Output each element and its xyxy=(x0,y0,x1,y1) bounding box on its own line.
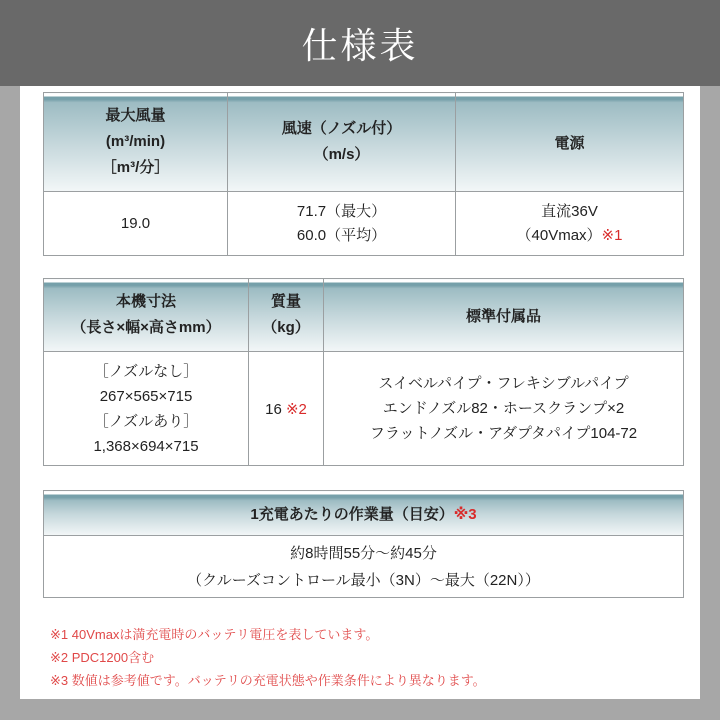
footnotes xyxy=(50,623,670,692)
spec-table-runtime xyxy=(43,490,684,598)
max-airflow-value-cell: 19.0 xyxy=(44,192,228,256)
runtime-header-cell: 1充電あたりの作業量（目安）※3 xyxy=(44,491,684,536)
spec-table-dimensions xyxy=(43,278,684,466)
spec-table-airflow xyxy=(43,92,684,256)
weight-value-cell: 16 ※2 xyxy=(249,352,324,466)
footnote-3: ※3 数値は参考値です。バッテリの充電状態や作業条件により異なります。 xyxy=(50,673,486,688)
ref-mark-1: ※1 xyxy=(601,226,623,244)
wind-speed-header-cell: 風速（ノズル付） （m/s） xyxy=(228,93,456,192)
spec-panel xyxy=(20,86,700,699)
airflow-header-row xyxy=(44,93,684,192)
ref-mark-2: ※2 xyxy=(285,400,307,418)
standard-accessories-header-cell: 標準付属品 xyxy=(324,279,684,352)
body-dimensions-header-cell: 本機寸法 （長さ×幅×高さmm） xyxy=(44,279,249,352)
standard-accessories-value-cell: スイベルパイプ・フレキシブルパイプ エンドノズル82・ホースクランプ×2 フラットノズル・アダプタパイプ104-72 xyxy=(324,352,684,466)
runtime-data-row xyxy=(44,536,684,598)
runtime-header-row xyxy=(44,491,684,536)
dimensions-header-row xyxy=(44,279,684,352)
page-title: 仕様表 xyxy=(301,24,419,66)
dimensions-data-row xyxy=(44,352,684,466)
runtime-value-cell: 約8時間55分～約45分 （クルーズコントロール最小（3N）～最大（22N）） xyxy=(44,536,684,598)
wind-speed-value-cell: 71.7（最大） 60.0（平均） xyxy=(228,192,456,256)
footnote-1: ※1 40Vmaxは満充電時のバッテリ電圧を表しています。 xyxy=(50,627,379,642)
max-airflow-header-cell: 最大風量 (m³/min) ［m³/分］ xyxy=(44,93,228,192)
title-band xyxy=(0,0,720,86)
power-source-value-cell: 直流36V （40Vmax）※1 xyxy=(456,192,684,256)
body-dimensions-value-cell: ［ノズルなし］ 267×565×715 ［ノズルあり］ 1,368×694×715 xyxy=(44,352,249,466)
airflow-data-row xyxy=(44,192,684,256)
power-source-header-cell: 電源 xyxy=(456,93,684,192)
ref-mark-3: ※3 xyxy=(453,505,477,523)
weight-header-cell: 質量 （kg） xyxy=(249,279,324,352)
footnote-2: ※2 PDC1200含む xyxy=(50,650,155,665)
